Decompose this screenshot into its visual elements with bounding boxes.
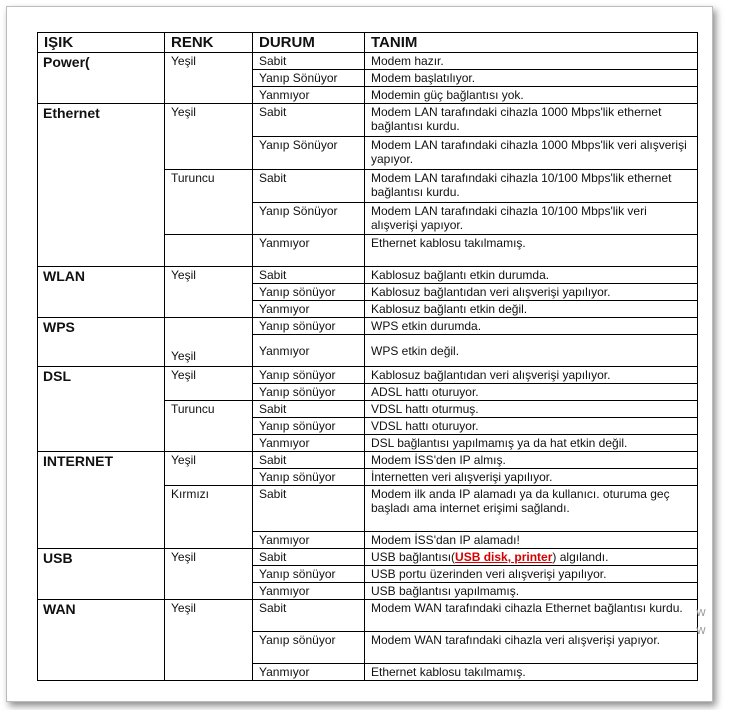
desc-cell: Modem ilk anda IP alamadı ya da kullanıcı. oturuma geç başladı ama internet erişimi sağlandı.	[365, 486, 698, 532]
color-cell: Kırmızı	[165, 486, 253, 549]
usb-devices-highlight: USB disk, printer	[455, 550, 553, 564]
led-power: Power(	[38, 53, 165, 104]
color-cell: Yeşil	[165, 104, 253, 170]
desc-cell: WPS etkin durumda.	[365, 318, 698, 335]
state-cell: Sabit	[253, 549, 365, 566]
desc-prefix: USB bağlantısı(	[371, 550, 456, 564]
state-cell: Yanmıyor	[253, 235, 365, 267]
desc-cell: Modemin güç bağlantısı yok.	[365, 87, 698, 104]
state-cell: Sabit	[253, 104, 365, 137]
state-cell: Yanmıyor	[253, 335, 365, 367]
desc-cell: Modem LAN tarafındaki cihazla 1000 Mbps'lik veri alışverişi yapıyor.	[365, 137, 698, 170]
state-cell: Yanıp sönüyor	[253, 469, 365, 486]
state-cell: Sabit	[253, 267, 365, 284]
color-cell: Yeşil	[165, 600, 253, 681]
table-row	[38, 549, 698, 566]
state-cell: Yanıp Sönüyor	[253, 203, 365, 235]
desc-cell: Modem İSS'den IP almış.	[365, 452, 698, 469]
state-cell: Yanıp Sönüyor	[253, 70, 365, 87]
desc-cell: Modem başlatılıyor.	[365, 70, 698, 87]
state-cell: Yanmıyor	[253, 87, 365, 104]
margin-mark: W	[696, 626, 706, 637]
table-row	[38, 318, 698, 335]
desc-cell: VDSL hattı oturuyor.	[365, 418, 698, 435]
desc-cell: Modem LAN tarafındaki cihazla 10/100 Mbps'lik veri alışverişi yapıyor.	[365, 203, 698, 235]
led-dsl: DSL	[38, 367, 165, 452]
header-tanim: TANIM	[365, 33, 698, 53]
margin-mark: W	[696, 608, 706, 619]
desc-cell: USB portu üzerinden veri alışverişi yapılıyor.	[365, 566, 698, 583]
led-wlan: WLAN	[38, 267, 165, 318]
desc-cell: Kablosuz bağlantıdan veri alışverişi yapılıyor.	[365, 284, 698, 301]
desc-cell: Kablosuz bağlantı etkin durumda.	[365, 267, 698, 284]
table-row	[38, 104, 698, 137]
desc-cell: DSL bağlantısı yapılmamış ya da hat etkin değil.	[365, 435, 698, 452]
color-cell: Yeşil	[165, 267, 253, 318]
state-cell: Sabit	[253, 600, 365, 632]
state-cell: Yanıp Sönüyor	[253, 137, 365, 170]
state-cell: Sabit	[253, 53, 365, 70]
header-row	[38, 33, 698, 53]
desc-cell: Modem hazır.	[365, 53, 698, 70]
state-cell: Yanıp sönüyor	[253, 367, 365, 384]
desc-cell: Kablosuz bağlantı etkin değil.	[365, 301, 698, 318]
desc-cell: USB bağlantısı yapılmamış.	[365, 583, 698, 600]
led-ethernet: Ethernet	[38, 104, 165, 267]
led-status-table	[37, 32, 698, 681]
table-row	[38, 367, 698, 384]
state-cell: Sabit	[253, 401, 365, 418]
state-cell: Yanıp sönüyor	[253, 384, 365, 401]
table-row	[38, 267, 698, 284]
state-cell: Yanmıyor	[253, 664, 365, 681]
color-cell: Yeşil	[165, 367, 253, 401]
led-internet: INTERNET	[38, 452, 165, 549]
state-cell: Sabit	[253, 486, 365, 532]
state-cell: Sabit	[253, 170, 365, 203]
desc-cell: VDSL hattı oturmuş.	[365, 401, 698, 418]
desc-cell: Modem WAN tarafındaki cihazla veri alışverişi yapıyor.	[365, 632, 698, 664]
color-cell: Yeşil	[165, 53, 253, 104]
state-cell: Yanıp sönüyor	[253, 318, 365, 335]
led-wan: WAN	[38, 600, 165, 681]
desc-cell: Ethernet kablosu takılmamış.	[365, 235, 698, 267]
state-cell: Sabit	[253, 452, 365, 469]
desc-cell: ADSL hattı oturuyor.	[365, 384, 698, 401]
desc-cell	[365, 549, 698, 566]
led-usb: USB	[38, 549, 165, 600]
table-row	[38, 53, 698, 70]
header-isik: IŞIK	[38, 33, 165, 53]
header-renk: RENK	[165, 33, 253, 53]
state-cell: Yanıp sönüyor	[253, 566, 365, 583]
color-cell: Yeşil	[165, 549, 253, 600]
header-durum: DURUM	[253, 33, 365, 53]
state-cell: Yanmıyor	[253, 301, 365, 318]
state-cell: Yanmıyor	[253, 435, 365, 452]
state-cell: Yanıp sönüyor	[253, 632, 365, 664]
desc-cell: WPS etkin değil.	[365, 335, 698, 367]
state-cell: Yanıp sönüyor	[253, 418, 365, 435]
color-cell: Turuncu	[165, 401, 253, 452]
desc-suffix: ) algılandı.	[552, 550, 609, 564]
color-cell-empty	[165, 235, 253, 267]
state-cell: Yanmıyor	[253, 532, 365, 549]
desc-cell: Modem LAN tarafındaki cihazla 1000 Mbps'lik ethernet bağlantısı kurdu.	[365, 104, 698, 137]
table-row	[38, 600, 698, 632]
desc-cell: İnternetten veri alışverişi yapılıyor.	[365, 469, 698, 486]
table-row	[38, 452, 698, 469]
desc-cell: Modem LAN tarafındaki cihazla 10/100 Mbps'lik ethernet bağlantısı kurdu.	[365, 170, 698, 203]
color-cell: Turuncu	[165, 170, 253, 235]
desc-cell: Kablosuz bağlantıdan veri alışverişi yapılıyor.	[365, 367, 698, 384]
color-cell: Yeşil	[165, 452, 253, 486]
led-wps: WPS	[38, 318, 165, 367]
desc-cell: Ethernet kablosu takılmamış.	[365, 664, 698, 681]
state-cell: Yanmıyor	[253, 583, 365, 600]
desc-cell: Modem WAN tarafındaki cihazla Ethernet bağlantısı kurdu.	[365, 600, 698, 632]
desc-cell: Modem İSS'dan IP alamadı!	[365, 532, 698, 549]
color-cell: Yeşil	[165, 318, 253, 367]
state-cell: Yanıp sönüyor	[253, 284, 365, 301]
